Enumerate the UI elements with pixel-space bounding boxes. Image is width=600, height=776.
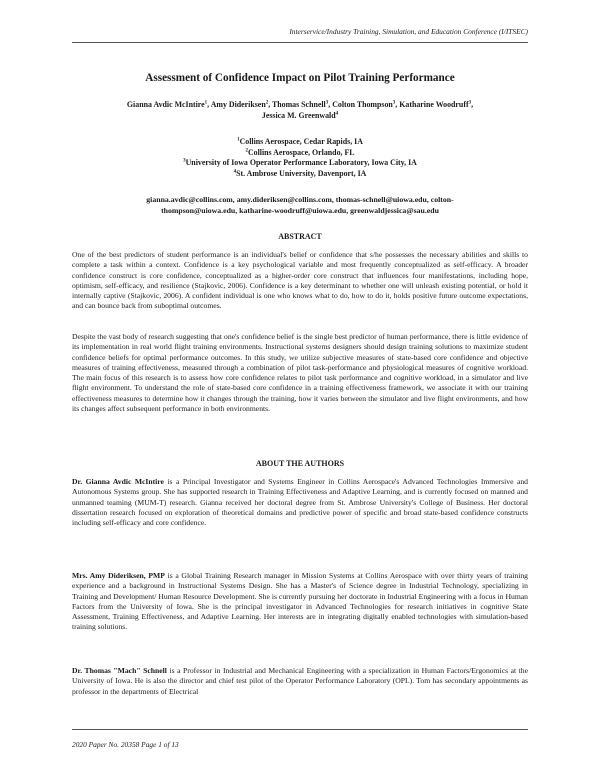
running-header: Interservice/Industry Training, Simulation, and Education Conference (I/ITSEC) (289, 27, 528, 36)
author-bio: Dr. Thomas "Mach" Schnell is a Professor in Industrial and Mechanical Engineering with a specialization in Human Factors/Ergonomics at the University of Iowa. He is also the director and chief test pilot of the Operator Performance Laboratory (OPL). Tom has secondary appointments as professor in the departments of Electrical (72, 666, 529, 696)
paper-title: Assessment of Confidence Impact on Pilot Training Performance (145, 72, 455, 84)
abstract-heading: ABSTRACT (278, 232, 322, 241)
affiliation: $^2$Collins Aerospace, Orlando, FL (245, 147, 355, 157)
author-name: Katharine Woodruff (399, 100, 469, 109)
affiliation: $^4$St. Ambrose University, Davenport, IA (233, 168, 367, 178)
page-footer: 2020 Paper No. 20358 Page 1 of 13 (72, 740, 179, 749)
bio-author-name: Dr. Gianna Avdic McIntire (72, 477, 164, 486)
header-rule (72, 42, 528, 43)
author-bio: Dr. Gianna Avdic McIntire is a Principal Investigator and Systems Engineer in Collins Aerospace's Advanced Technologies Immersive and Autonomous Systems group. She has supported research in Training Effectiveness and Adaptive Learning, and is currently focused on manned and unmanned teaming (MUM-T) research. Gianna received her doctoral degree from St. Ambrose University's College of Business. Her doctoral dissertation research focused on exploration of theoretical domains and predictive power of specific and broad state-based confidence constructs including self-efficacy and core confidence. (72, 477, 528, 527)
author-emails: gianna.avdic@collins.com, amy.dideriksen@collins.com, thomas-schnell@uiowa.edu, colton- thompson@uiowa.edu, katharine-woodruff@uiowa.edu, greenwaldjessica@sau.edu (146, 195, 454, 215)
affiliation: $^3$University of Iowa Operator Performance Laboratory, Iowa City, IA (183, 158, 417, 167)
author-name: Jessica M. Greenwald (261, 111, 336, 120)
author-name: Amy Dideriksen (210, 100, 266, 109)
author-list: Gianna Avdic McIntire$^1$, Amy Dideriksen$^2$, Thomas Schnell$^3$, Colton Thompson$^3$, Katharine Woodruff$^3$, Jessica M. Greenwald$^4$ (126, 100, 474, 120)
author-name: Colton Thompson (332, 100, 393, 109)
bio-author-name: Mrs. Amy Dideriksen, PMP (72, 571, 165, 580)
author-bio: Mrs. Amy Dideriksen, PMP is a Global Training Research manager in Mission Systems at Collins Aerospace with over thirty years of training experience and a background in Instructional Systems Design. She has a Master's of Science degree in Industrial Technology, specializing in Training and Development/ Human Resource Development. She is currently pursuing her doctorate in Industrial Engineering with a focus in Human Factors from the University of Iowa. She is the principal investigator in Advanced Technologies for research initiatives in cognitive State Assessment, Training Effectiveness, and Adaptive Learning. Her interests are in integrating digitally enabled technologies with simulation-based training solutions. (72, 571, 528, 632)
author-name: Gianna Avdic McIntire (126, 100, 205, 109)
abstract-paragraph: Despite the vast body of research suggesting that one's confidence belief is the single best predictor of human performance, there is little evidence of its implementation in real world flight training environments. Instructional systems designers should design training solutions to maximize student confidence beliefs for optimal performance outcomes. In this study, we utilize subjective measures of state-based core confidence and objective measures of training effectiveness, measured through a combination of pilot task-performance and physiological measures of cognitive workload. The main focus of this research is to assess how core confidence relates to pilot task performance and cognitive workload, in a simulator and live flight environment. To understand the role of state-based core confidence in a training effectiveness framework, we associate it with our training effectiveness measures to determine how it changes through the training, how it varies between the simulator and live flight environments, and how its changes affect subsequent performance in both environments. (72, 332, 528, 413)
affiliation-list (72, 137, 528, 179)
author-name: Thomas Schnell (272, 100, 326, 109)
footer-rule (72, 729, 528, 730)
affiliation: $^1$Collins Aerospace, Cedar Rapids, IA (237, 137, 363, 146)
bio-author-name: Dr. Thomas "Mach" Schnell (72, 666, 167, 675)
abstract-paragraph: One of the best predictors of student performance is an individual's belief or confidence that s/he possesses the necessary abilities and skills to complete a task within a context. Confidence is a key psychological variable and most frequently conceptualized as self-efficacy. A broader confidence construct is core confidence, conceptualized as a higher-order core construct that influences four manifestations, including hope, optimism, self-efficacy, and resilience (Stajkovic, 2006). Confidence is a key determinant to whether one will unleash existing potential, or hold it internally captive (Stajkovic, 2006). A confident individual is one who knows what to do, how to do it, holds positive future outcome expectations, and can bounce back from suboptimal outcomes. (72, 250, 528, 311)
about-authors-heading: ABOUT THE AUTHORS (255, 459, 345, 468)
